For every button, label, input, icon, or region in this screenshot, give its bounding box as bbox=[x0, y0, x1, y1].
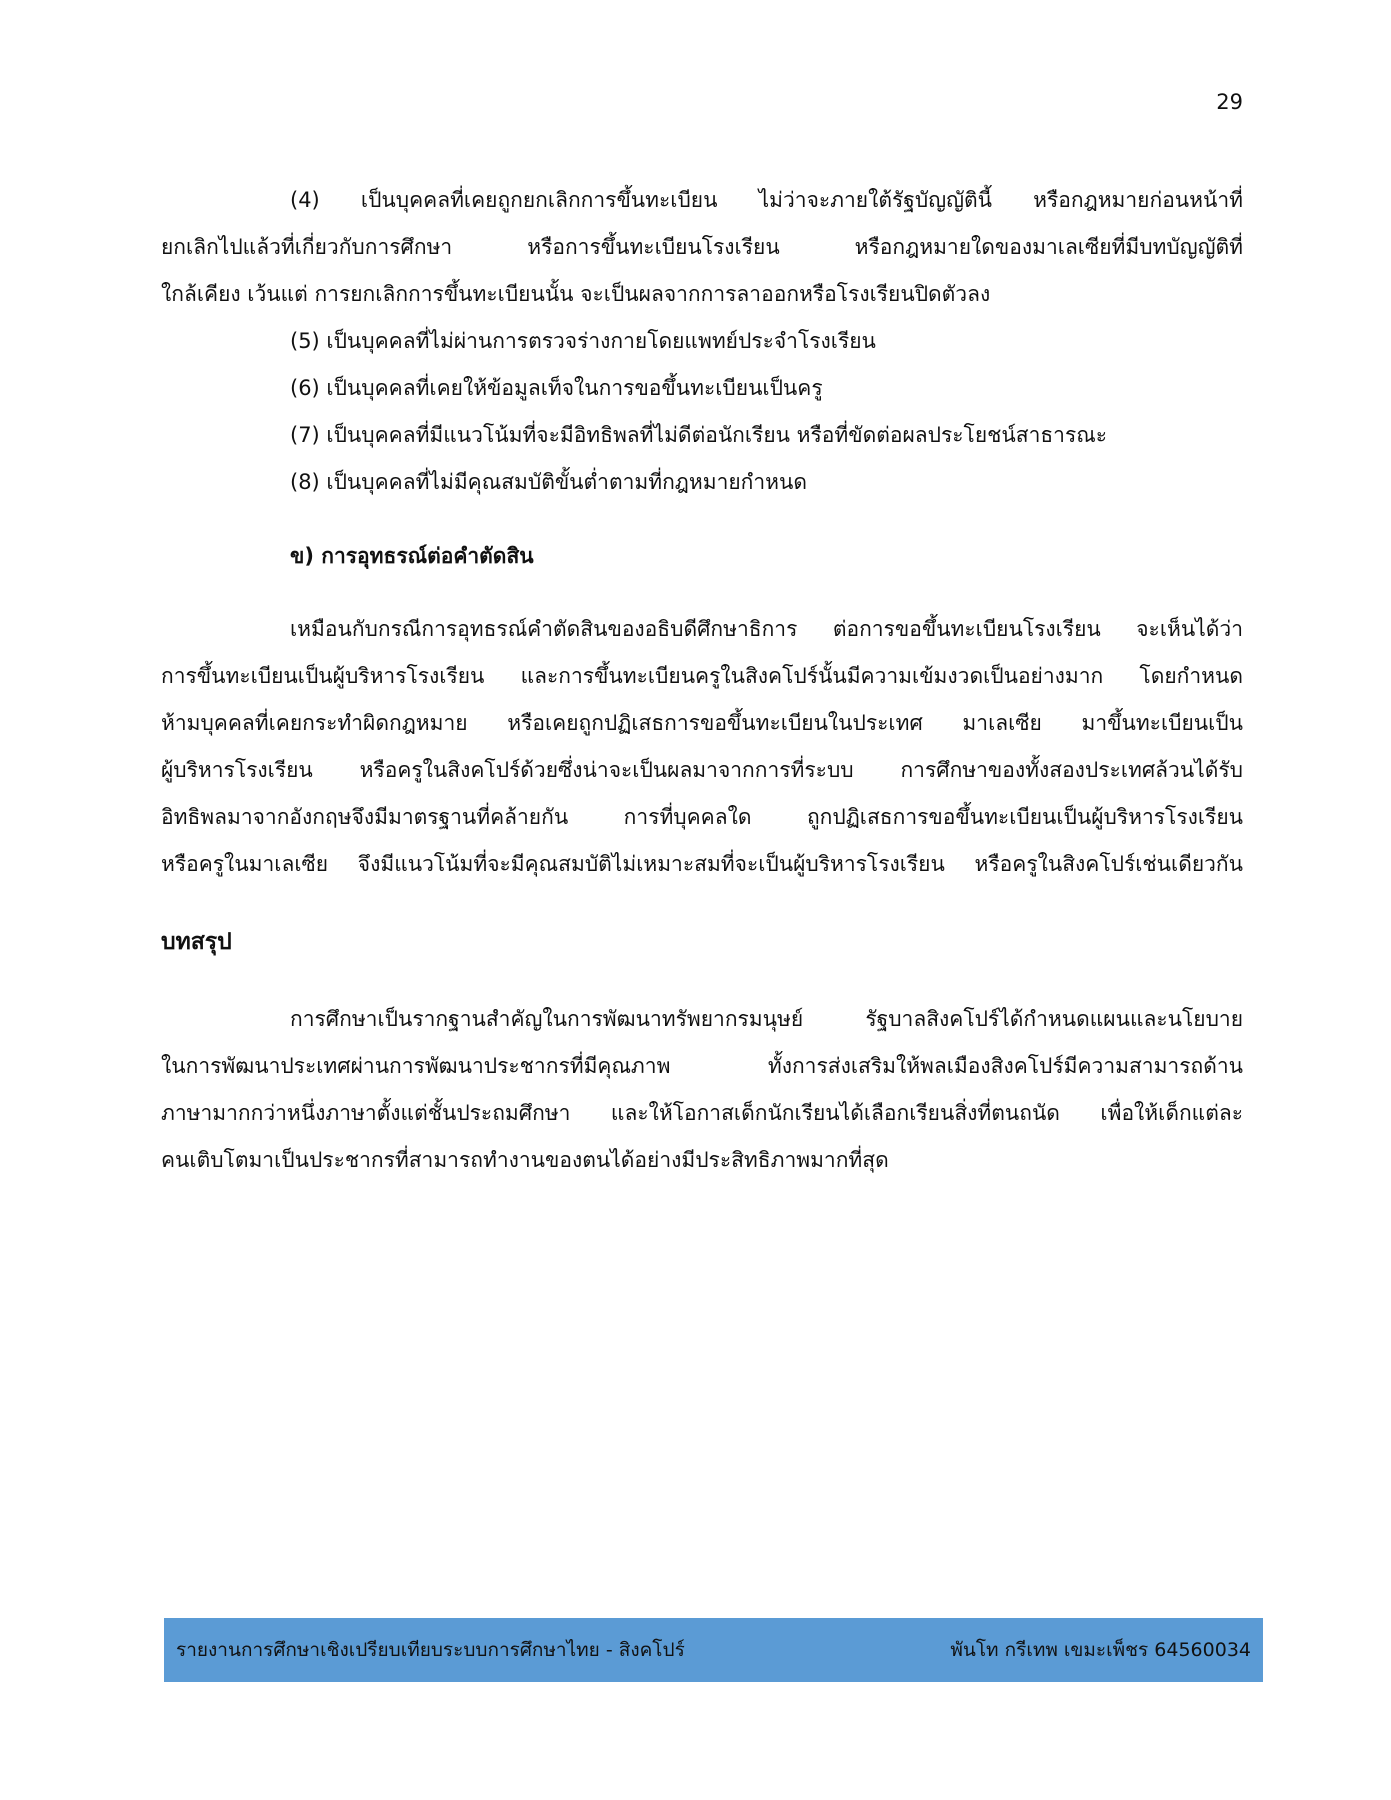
appeal-line-6: หรือครูในมาเลเซีย จึงมีแนวโน้มที่จะมีคุณสมบัติไม่เหมาะสมที่จะเป็นผู้บริหารโรงเรียน หรือครูในสิงคโปร์เช่นเดียวกัน bbox=[161, 852, 1243, 876]
item-4-line-1: (4) เป็นบุคคลที่เคยถูกยกเลิกการขึ้นทะเบียน ไม่ว่าจะภายใต้รัฐบัญญัตินี้ หรือกฎหมายก่อนหน้าที่ bbox=[290, 188, 1243, 212]
item-4-line-2: ยกเลิกไปแล้วที่เกี่ยวกับการศึกษา หรือการขึ้นทะเบียนโรงเรียน หรือกฎหมายใดของมาเลเซียที่มีบทบัญญัติที่ bbox=[161, 235, 1243, 259]
appeal-line-1: เหมือนกับกรณีการอุทธรณ์คำตัดสินของอธิบดีศึกษาธิการ ต่อการขอขึ้นทะเบียนโรงเรียน จะเห็นได้ว่า bbox=[290, 617, 1243, 641]
appeal-line-3: ห้ามบุคคลที่เคยกระทำผิดกฎหมาย หรือเคยถูกปฏิเสธการขอขึ้นทะเบียนในประเทศ มาเลเซีย มาขึ้นทะเบียนเป็น bbox=[161, 711, 1243, 735]
item-7: (7) เป็นบุคคลที่มีแนวโน้มที่จะมีอิทธิพลที่ไม่ดีต่อนักเรียน หรือที่ขัดต่อผลประโยชน์สาธารณะ bbox=[290, 423, 1108, 447]
item-6: (6) เป็นบุคคลที่เคยให้ข้อมูลเท็จในการขอขึ้นทะเบียนเป็นครู bbox=[290, 376, 823, 400]
appeal-line-5: อิทธิพลมาจากอังกฤษจึงมีมาตรฐานที่คล้ายกัน การที่บุคคลใด ถูกปฏิเสธการขอขึ้นทะเบียนเป็นผู้บริหารโรงเรียน bbox=[161, 805, 1243, 829]
conclusion-heading: บทสรุป bbox=[161, 929, 232, 955]
appeal-heading: ข) การอุทธรณ์ต่อคำตัดสิน bbox=[290, 544, 534, 568]
conclusion-line-3: ภาษามากกว่าหนึ่งภาษาตั้งแต่ชั้นประถมศึกษา และให้โอกาสเด็กนักเรียนได้เลือกเรียนสิ่งที่ตนถนัด เพื่อให้เด็กแต่ละ bbox=[161, 1101, 1243, 1125]
footer-band bbox=[164, 1618, 1263, 1682]
item-4-line-3: ใกล้เคียง เว้นแต่ การยกเลิกการขึ้นทะเบียนนั้น จะเป็นผลจากการลาออกหรือโรงเรียนปิดตัวลง bbox=[161, 282, 991, 306]
appeal-line-4: ผู้บริหารโรงเรียน หรือครูในสิงคโปร์ด้วยซึ่งน่าจะเป็นผลมาจากการที่ระบบ การศึกษาของทั้งสองประเทศล้วนได้รับ bbox=[161, 758, 1243, 782]
conclusion-line-1: การศึกษาเป็นรากฐานสำคัญในการพัฒนาทรัพยากรมนุษย์ รัฐบาลสิงคโปร์ได้กำหนดแผนและนโยบาย bbox=[290, 1007, 1243, 1031]
footer-report-title: รายงานการศึกษาเชิงเปรียบเทียบระบบการศึกษาไทย - สิงคโปร์ bbox=[176, 1639, 685, 1661]
appeal-line-2: การขึ้นทะเบียนเป็นผู้บริหารโรงเรียน และการขึ้นทะเบียนครูในสิงคโปร์นั้นมีความเข้มงวดเป็นอย่างมาก โดยกำหนด bbox=[161, 664, 1243, 688]
page-number: 29 bbox=[1216, 90, 1243, 114]
item-5: (5) เป็นบุคคลที่ไม่ผ่านการตรวจร่างกายโดยแพทย์ประจำโรงเรียน bbox=[290, 329, 876, 353]
conclusion-line-2: ในการพัฒนาประเทศผ่านการพัฒนาประชากรที่มีคุณภาพ ทั้งการส่งเสริมให้พลเมืองสิงคโปร์มีความสามารถด้าน bbox=[161, 1054, 1243, 1078]
conclusion-line-4: คนเติบโตมาเป็นประชากรที่สามารถทำงานของตนได้อย่างมีประสิทธิภาพมากที่สุด bbox=[161, 1148, 889, 1172]
footer-author: พันโท กรีเทพ เขมะเพ็ชร 64560034 bbox=[950, 1639, 1251, 1661]
item-8: (8) เป็นบุคคลที่ไม่มีคุณสมบัติขั้นต่ำตามที่กฎหมายกำหนด bbox=[290, 470, 808, 494]
